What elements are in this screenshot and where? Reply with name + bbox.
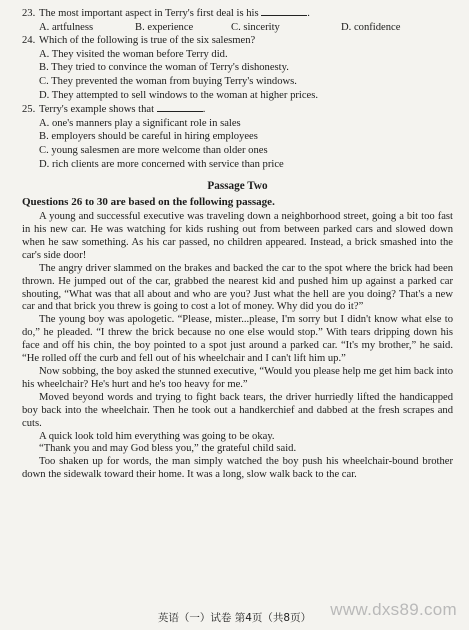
question-24 [22, 34, 453, 102]
option-a: A. They visited the woman before Terry did. [39, 48, 228, 60]
question-number: 23. [22, 8, 36, 19]
question-stem: Terry's example shows that [39, 104, 155, 116]
passage-paragraph: A young and successful executive was traveling down a neighborhood street, going a bit too fast in his new car. He was watching for kids rushing out from between parked cars and slowed down when he saw something. As his car passed, no children appeared. Instead, a brick smashed into the car's side door! [22, 211, 453, 261]
passage-paragraph: A quick look told him everything was going to be okay. [39, 430, 275, 442]
passage-body [22, 211, 453, 482]
passage-paragraph: Now sobbing, the boy asked the stunned executive, “Would you please help me get him back into his wheelchair? He's hurt and he's too heavy for me.” [22, 366, 453, 390]
answer-blank [157, 102, 203, 112]
passage-title: Passage Two [207, 180, 268, 193]
option-b: B. They tried to convince the woman of Terry's dishonesty. [39, 62, 289, 74]
watermark: www.dxs89.com [330, 600, 457, 619]
passage-paragraph: Moved beyond words and trying to fight back tears, the driver hurriedly lifted the handicapped boy back into the wheelchair. Then he took out a handkerchief and dabbed at the fresh scrapes and cuts. [22, 391, 453, 429]
passage-paragraph: The angry driver slammed on the brakes and backed the car to the spot where the brick had been thrown. He jumped out of the car, grabbed the nearest kid and pushed him up against a parked car shouting, “What was that all about and who are you? Just what the hell are you doing? That's a new car and that brick you threw is going to cost a lot of money. Why did you do it?” [22, 262, 453, 313]
question-25: 25. Terry's example shows that . A. one's manners play a significant role in sales B. employers should be careful in hiring employees C. young salesmen are more welcome than older ones D. rich clients are more concerned with service than price [22, 102, 453, 171]
option-d: D. rich clients are more concerned with service than price [39, 158, 284, 170]
question-stem: The most important aspect in Terry's first deal is his [39, 8, 259, 19]
passage-paragraph: The young boy was apologetic. “Please, mister...please, I'm sorry but I didn't know what else to do,” he pleaded. “I threw the brick because no one else would stop.” With tears dripping down his face and off his chin, the boy pointed to a spot just around a parked car. “It's my brother,” he said. “He rolled off the curb and fell out of his wheelchair and I can't lift him up.” [22, 314, 453, 365]
question-stem: Which of the following is true of the six salesmen? [39, 35, 256, 47]
option-d: D. confidence [341, 21, 401, 33]
page-footer: 英语（一）试卷 第4页（共8页） [157, 612, 312, 624]
passage-paragraph: Too shaken up for words, the man simply watched the boy push his wheelchair-bound brother down the sidewalk toward their home. It was a long, slow walk back to the car. [22, 456, 453, 481]
option-a: A. one's manners play a significant role in sales [39, 117, 241, 129]
answer-blank [261, 6, 307, 16]
question-number: 24. [22, 35, 36, 47]
question-number: 25. [22, 104, 36, 116]
passage-instruction: Questions 26 to 30 are based on the following passage. [22, 196, 275, 209]
option-a: A. artfulness [39, 21, 94, 33]
passage-paragraph: “Thank you and may God bless you,” the grateful child said. [39, 443, 297, 455]
option-c: C. young salesmen are more welcome than older ones [39, 144, 268, 156]
option-b: B. employers should be careful in hiring employees [39, 131, 258, 143]
option-b: B. experience [135, 21, 194, 33]
question-23: 23. The most important aspect in Terry's first deal is his . A. artfulness B. experience C. sincerity D. confidence [22, 8, 401, 33]
option-c: C. They prevented the woman from buying Terry's windows. [39, 75, 297, 87]
option-d: D. They attempted to sell windows to the woman at higher prices. [39, 89, 319, 101]
option-c: C. sincerity [231, 21, 280, 33]
